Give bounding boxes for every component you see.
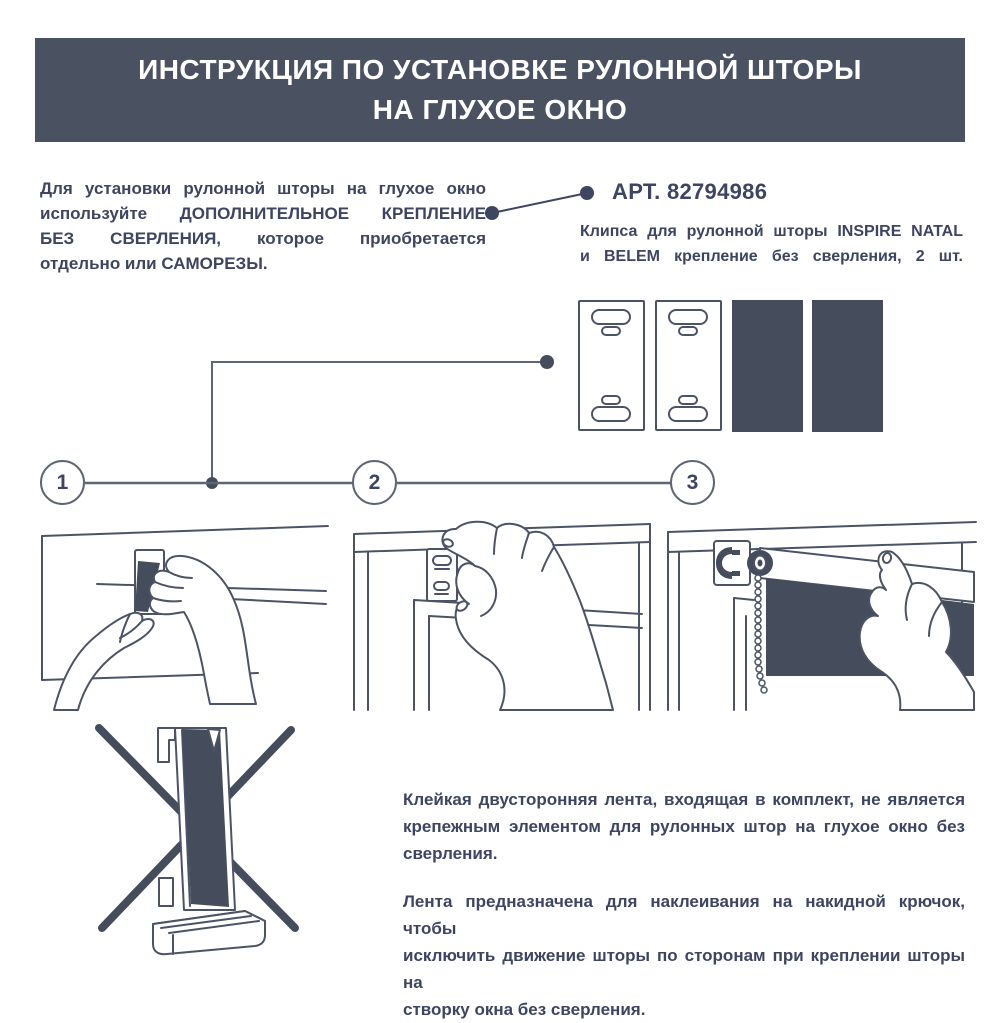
clip-slot-small	[601, 395, 621, 405]
note-line: Клейкая двусторонняя лента, входящая в комплект, не является	[403, 790, 965, 809]
end-cap-core	[758, 560, 763, 567]
note-line: крепежным элементом для рулонных штор на глухое окно без	[403, 817, 965, 836]
note-line: сверления.	[403, 844, 498, 863]
clamp-jaw	[732, 550, 740, 555]
intro-line: используйте ДОПОЛНИТЕЛЬНОЕ КРЕПЛЕНИЕ	[40, 204, 486, 223]
clip-slot-large	[668, 309, 708, 325]
step-3-badge	[670, 460, 715, 505]
step3-illustration	[666, 516, 980, 710]
hook-with-tape	[158, 728, 235, 910]
page-title-line2: НА ГЛУХОЕ ОКНО	[372, 94, 628, 125]
step1-illustration	[18, 516, 332, 710]
intro-line: Для установки рулонной шторы на глухое окно	[40, 179, 486, 198]
hand	[442, 522, 613, 710]
note-line: исключить движение шторы по сторонам при креплении шторы на	[403, 946, 965, 992]
prohibited-illustration	[85, 718, 335, 980]
step-3-number: 3	[686, 470, 699, 494]
product-description-line: Клипса для рулонной шторы INSPIRE NATAL	[580, 223, 963, 240]
clip-back-illustration	[812, 300, 883, 432]
connector-dot	[485, 206, 499, 220]
intro-line: отдельно или САМОРЕЗЫ.	[40, 254, 268, 273]
clip-front-illustration	[655, 300, 722, 431]
connector-dot	[580, 186, 594, 200]
note-tape-purpose	[403, 888, 965, 1023]
connector-intro-to-art	[492, 193, 587, 213]
clip-slot-small	[678, 326, 698, 336]
hook-lower-tab	[159, 878, 173, 906]
clip-slot-small	[678, 395, 698, 405]
step2-illustration	[350, 516, 664, 710]
note-line: створку окна без сверления.	[403, 1000, 646, 1019]
note-line: Лента предназначена для наклеивания на накидной крючок, чтобы	[403, 892, 965, 938]
clip-slot-large	[591, 309, 631, 325]
step-1-number: 1	[56, 470, 69, 494]
connector-dot	[540, 355, 554, 369]
note-tape-not-fastener	[403, 786, 965, 867]
left-hand	[54, 613, 154, 710]
page-title-line1: ИНСТРУКЦИЯ ПО УСТАНОВКЕ РУЛОННОЙ ШТОРЫ	[138, 54, 862, 85]
clip-slot-large	[591, 406, 631, 422]
step-2-number: 2	[368, 470, 381, 494]
step-2-badge	[352, 460, 397, 505]
right-hand	[149, 556, 256, 704]
article-number: АРТ. 82794986	[612, 179, 768, 204]
header-banner	[35, 38, 965, 142]
clip-slot-large	[668, 406, 708, 422]
clip-slot-small	[601, 326, 621, 336]
step-1-badge	[40, 460, 85, 505]
clip-back-illustration	[732, 300, 803, 432]
bottom-bracket	[153, 911, 265, 954]
intro-line: БЕЗ СВЕРЛЕНИЯ, которое приобретается	[40, 229, 486, 248]
product-description-line: и BELEM крепление без сверления, 2 шт.	[580, 247, 963, 265]
bead-chain	[755, 575, 767, 693]
intro-paragraph	[40, 176, 486, 276]
clip-front-illustration	[578, 300, 645, 431]
clip	[427, 549, 457, 601]
clamp-jaw	[732, 571, 740, 576]
product-description	[580, 220, 963, 269]
hook-bend	[158, 728, 175, 762]
